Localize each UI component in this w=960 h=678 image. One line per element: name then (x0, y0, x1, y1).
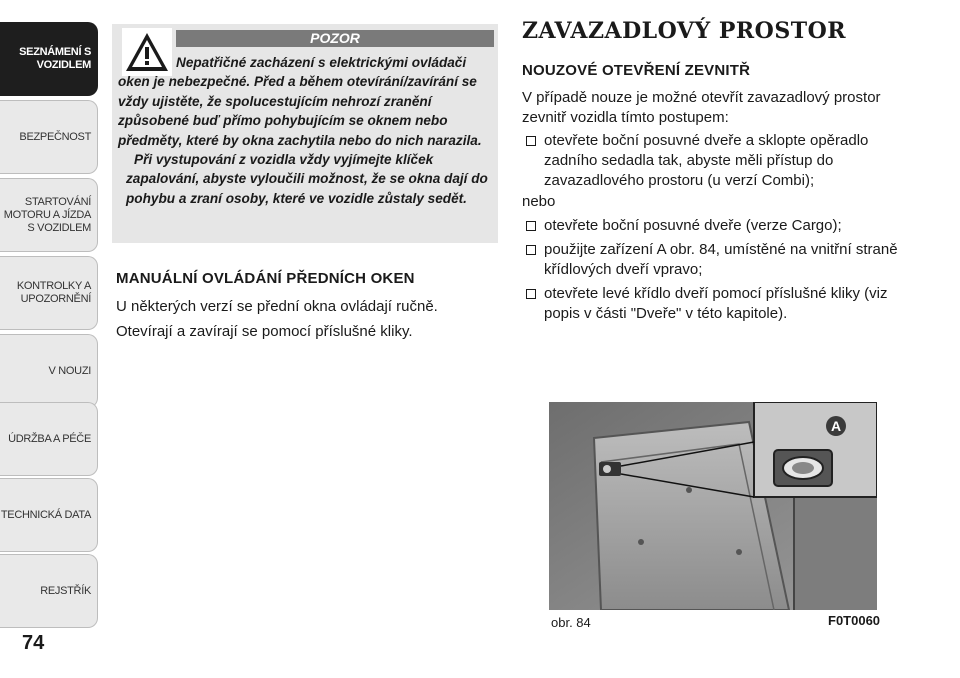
figure-code: F0T0060 (828, 613, 881, 628)
tab-udrzba[interactable]: ÚDRŽBA A PÉČE (0, 402, 98, 476)
list-item: otevřete boční posuvné dveře a sklopte opěradlo zadního sedadla tak, abyste měli přístup do zavazadlového prostoru (u verzí Combi); (522, 131, 902, 191)
warning-text (118, 53, 494, 208)
tab-v-nouzi[interactable]: V NOUZI (0, 334, 98, 408)
page-number: 74 (22, 632, 45, 654)
paragraph: nebo (522, 193, 556, 210)
bullet-box-icon (526, 245, 536, 255)
list-item: použijte zařízení A obr. 84, umístěné na vnitřní straně křídlových dveří vpravo; (522, 240, 902, 280)
warning-box (112, 24, 498, 243)
bullet-list (522, 131, 902, 195)
section-heading-manual-windows: MANUÁLNÍ OVLÁDÁNÍ PŘEDNÍCH OKEN (116, 270, 415, 287)
door-interior-illustration (549, 402, 877, 610)
bullet-box-icon (526, 136, 536, 146)
bullet-box-icon (526, 289, 536, 299)
callout-label-a: A (830, 418, 842, 434)
bullet-box-icon (526, 221, 536, 231)
tab-rejstrik[interactable]: REJSTŘÍK (0, 554, 98, 628)
tab-seznameni-s-vozidlem[interactable]: SEZNÁMENÍ S VOZIDLEM (0, 22, 98, 96)
warning-paragraph-1: Nepatřičné zacházení s elektrickými ovládači oken je nebezpečné. Před a během otevírání/zavírání se vždy ujistěte, že spolucestujícím nehrozí zranění způsobené buď přímo pohybujícím se oknem nebo předměty, které by okna zachytila nebo do nich narazila. (118, 55, 482, 148)
tab-technicka-data[interactable]: TECHNICKÁ DATA (0, 478, 98, 552)
tab-kontrolky[interactable]: KONTROLKY A UPOZORNĚNÍ (0, 256, 98, 330)
tab-bezpecnost[interactable]: BEZPEČNOST (0, 100, 98, 174)
list-item: otevřete boční posuvné dveře (verze Cargo); (522, 216, 902, 236)
paragraph: U některých verzí se přední okna ovládají ručně. (116, 298, 438, 315)
page-title: ZAVAZADLOVÝ PROSTOR (522, 18, 847, 44)
paragraph: Otevírají a zavírají se pomocí příslušné kliky. (116, 323, 413, 340)
list-item: otevřete levé křídlo dveří pomocí příslušné kliky (viz popis v části "Dveře" v této kapitole). (522, 284, 902, 324)
bullet-list (522, 216, 902, 328)
warning-paragraph-2: Při vystupování z vozidla vždy vyjímejte klíček zapalování, abyste vyloučili možnost, že se okna dají do pohybu a zraní osoby, které ve vozidle zůstaly sedět. (126, 152, 488, 206)
paragraph: V případě nouze je možné otevřít zavazadlový prostor zevnitř vozidla tímto postupem: (522, 89, 881, 126)
tab-startovani[interactable]: STARTOVÁNÍ MOTORU A JÍZDA S VOZIDLEM (0, 178, 98, 252)
section-heading-emergency-open: NOUZOVÉ OTEVŘENÍ ZEVNITŘ (522, 62, 751, 79)
figure-photo (549, 402, 877, 610)
figure-caption: obr. 84 (551, 615, 591, 630)
warning-header: POZOR (176, 30, 494, 47)
